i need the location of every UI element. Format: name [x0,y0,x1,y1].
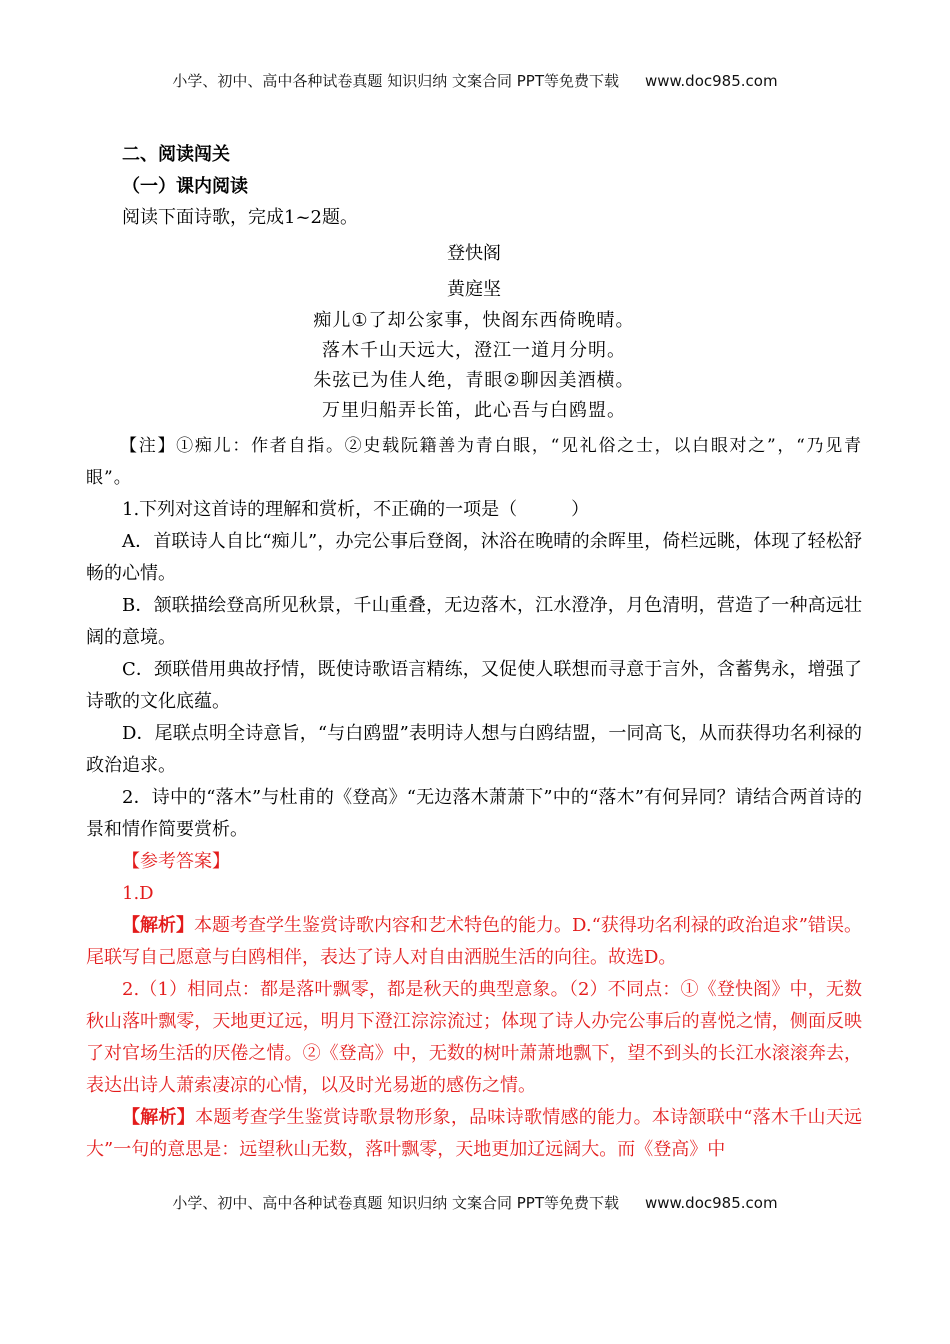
question-1-option-c: C．颈联借用典故抒情，既使诗歌语言精练，又促使人联想而寻意于言外，含蓄隽永，增强了诗歌的文化底蕴。 [86,659,862,712]
poem-author: 黄庭坚 [447,279,501,300]
analysis-label: 【解析】 [122,1107,196,1128]
subsection-title: （一）课内阅读 [122,176,248,197]
analysis-1-text: 本题考查学生鉴赏诗歌内容和艺术特色的能力。D.“获得功名利禄的政治追求”错误。尾联写自己愿意与白鸥相伴，表达了诗人对自由洒脱生活的向往。故选D。 [86,915,862,968]
answer-1: 1.D [122,883,154,904]
poem-note [86,430,862,494]
analysis-2-text: 本题考查学生鉴赏诗歌景物形象，品味诗歌情感的能力。本诗颔联中“落木千山天远大”一句的意思是：远望秋山无数，落叶飘零，天地更加辽远阔大。而《登高》中 [86,1107,863,1160]
document-body [86,140,862,1166]
header-text: 小学、初中、高中各种试卷真题 知识归纳 文案合同 PPT等免费下载 [172,72,619,90]
poem-line: 痴儿①了却公家事，快阁东西倚晚晴。 [313,310,635,331]
answer-heading: 【参考答案】 [122,851,230,872]
footer-site: www.doc985.com [644,1194,778,1212]
poem-line: 落木千山天远大，澄江一道月分明。 [322,340,626,361]
page-header [0,70,950,91]
note-text: ①痴儿：作者自指。②史载阮籍善为青白眼，“见礼俗之士，以白眼对之”，“乃见青眼”。 [86,436,862,488]
question-1-stem: 1.下列对这首诗的理解和赏析，不正确的一项是（ ） [122,499,590,520]
analysis-2 [86,1102,862,1166]
instruction: 阅读下面诗歌，完成1~2题。 [122,207,358,228]
question-1-option-a: A．首联诗人自比“痴儿”，办完公事后登阁，沐浴在晚晴的余晖里，倚栏远眺，体现了轻松舒畅的心情。 [86,531,862,584]
analysis-label: 【解析】 [122,915,195,936]
header-site: www.doc985.com [644,72,778,90]
question-1-option-b: B．颔联描绘登高所见秋景，千山重叠，无边落木，江水澄净，月色清明，营造了一种高远壮阔的意境。 [86,595,862,648]
footer-text: 小学、初中、高中各种试卷真题 知识归纳 文案合同 PPT等免费下载 [172,1194,619,1212]
page-footer [0,1192,950,1213]
question-1-option-d: D．尾联点明全诗意旨，“与白鸥盟”表明诗人想与白鸥结盟，一同高飞，从而获得功名利禄的政治追求。 [86,723,862,776]
note-label: 【注】 [120,436,177,456]
question-2-stem: 2．诗中的“落木”与杜甫的《登高》“无边落木萧萧下”中的“落木”有何异同？请结合两首诗的景和情作简要赏析。 [86,787,862,840]
poem-title: 登快阁 [447,243,501,264]
poem-line: 朱弦已为佳人绝，青眼②聊因美酒横。 [313,370,635,391]
section-title: 二、阅读闯关 [122,144,230,165]
answer-2: 2.（1）相同点：都是落叶飘零，都是秋天的典型意象。（2）不同点：①《登快阁》中，无数秋山落叶飘零，天地更辽远，明月下澄江淙淙流过；体现了诗人办完公事后的喜悦之情，侧面反映了对官场生活的厌倦之情。②《登高》中，无数的树叶萧萧地飘下，望不到头的长江水滚滚奔去，表达出诗人萧索凄凉的心情，以及时光易逝的感伤之情。 [86,979,862,1096]
analysis-1 [86,910,862,974]
poem-line: 万里归船弄长笛，此心吾与白鸥盟。 [322,400,626,421]
